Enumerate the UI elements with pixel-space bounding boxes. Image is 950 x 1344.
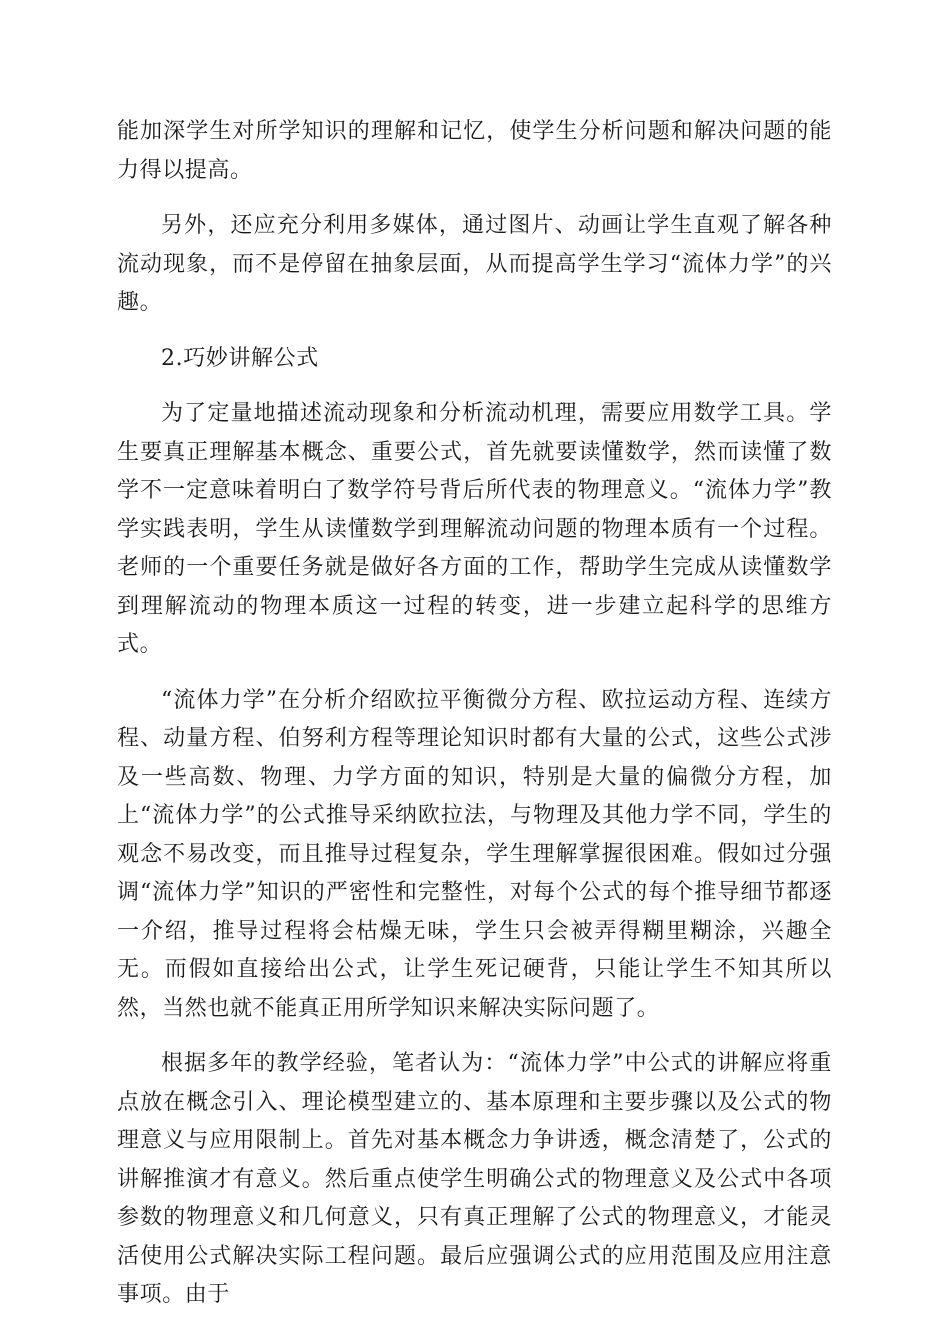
paragraph-2: 另外，还应充分利用多媒体，通过图片、动画让学生直观了解各种流动现象，而不是停留在抽象层面，从而提高学生学习“流体力学”的兴趣。 [117, 213, 832, 315]
paragraph-3: 为了定量地描述流动现象和分析流动机理，需要应用数学工具。学生要真正理解基本概念、重要公式，首先就要读懂数学，然而读懂了数学不一定意味着明白了数学符号背后所代表的物理意义。“流体力学”教学实践表明，学生从读懂数学到理解流动问题的物理本质有一个过程。老师的一个重要任务就是做好各方面的工作，帮助学生完成从读懂数学到理解流动的物理本质这一过程的转变，进一步建立起科学的思维方式。 [117, 401, 832, 657]
document-body [117, 113, 832, 1332]
section-heading: 2.巧妙讲解公式 [161, 345, 319, 371]
paragraph-1: 能加深学生对所学知识的理解和记忆，使学生分析问题和解决问题的能力得以提高。 [117, 119, 832, 183]
paragraph-4: “流体力学”在分析介绍欧拉平衡微分方程、欧拉运动方程、连续方程、动量方程、伯努利方程等理论知识时都有大量的公式，这些公式涉及一些高数、物理、力学方面的知识，特别是大量的偏微分方程，加上“流体力学”的公式推导采纳欧拉法，与物理及其他力学不同，学生的观念不易改变，而且推导过程复杂，学生理解掌握很困难。假如过分强调“流体力学”知识的严密性和完整性，对每个公式的每个推导细节都逐一介绍，推导过程将会枯燥无味，学生只会被弄得糊里糊涂，兴趣全无。而假如直接给出公式，让学生死记硬背，只能让学生不知其所以然，当然也就不能真正用所学知识来解决实际问题了。 [117, 687, 832, 1021]
paragraph-5: 根据多年的教学经验，笔者认为：“流体力学”中公式的讲解应将重点放在概念引入、理论模型建立的、基本原理和主要步骤以及公式的物理意义与应用限制上。首先对基本概念力争讲透，概念清楚了，公式的讲解推演才有意义。然后重点使学生明确公式的物理意义及公式中各项参数的物理意义和几何意义，只有真正理解了公式的物理意义，才能灵活使用公式解决实际工程问题。最后应强调公式的应用范围及应用注意事项。由于 [117, 1051, 832, 1307]
